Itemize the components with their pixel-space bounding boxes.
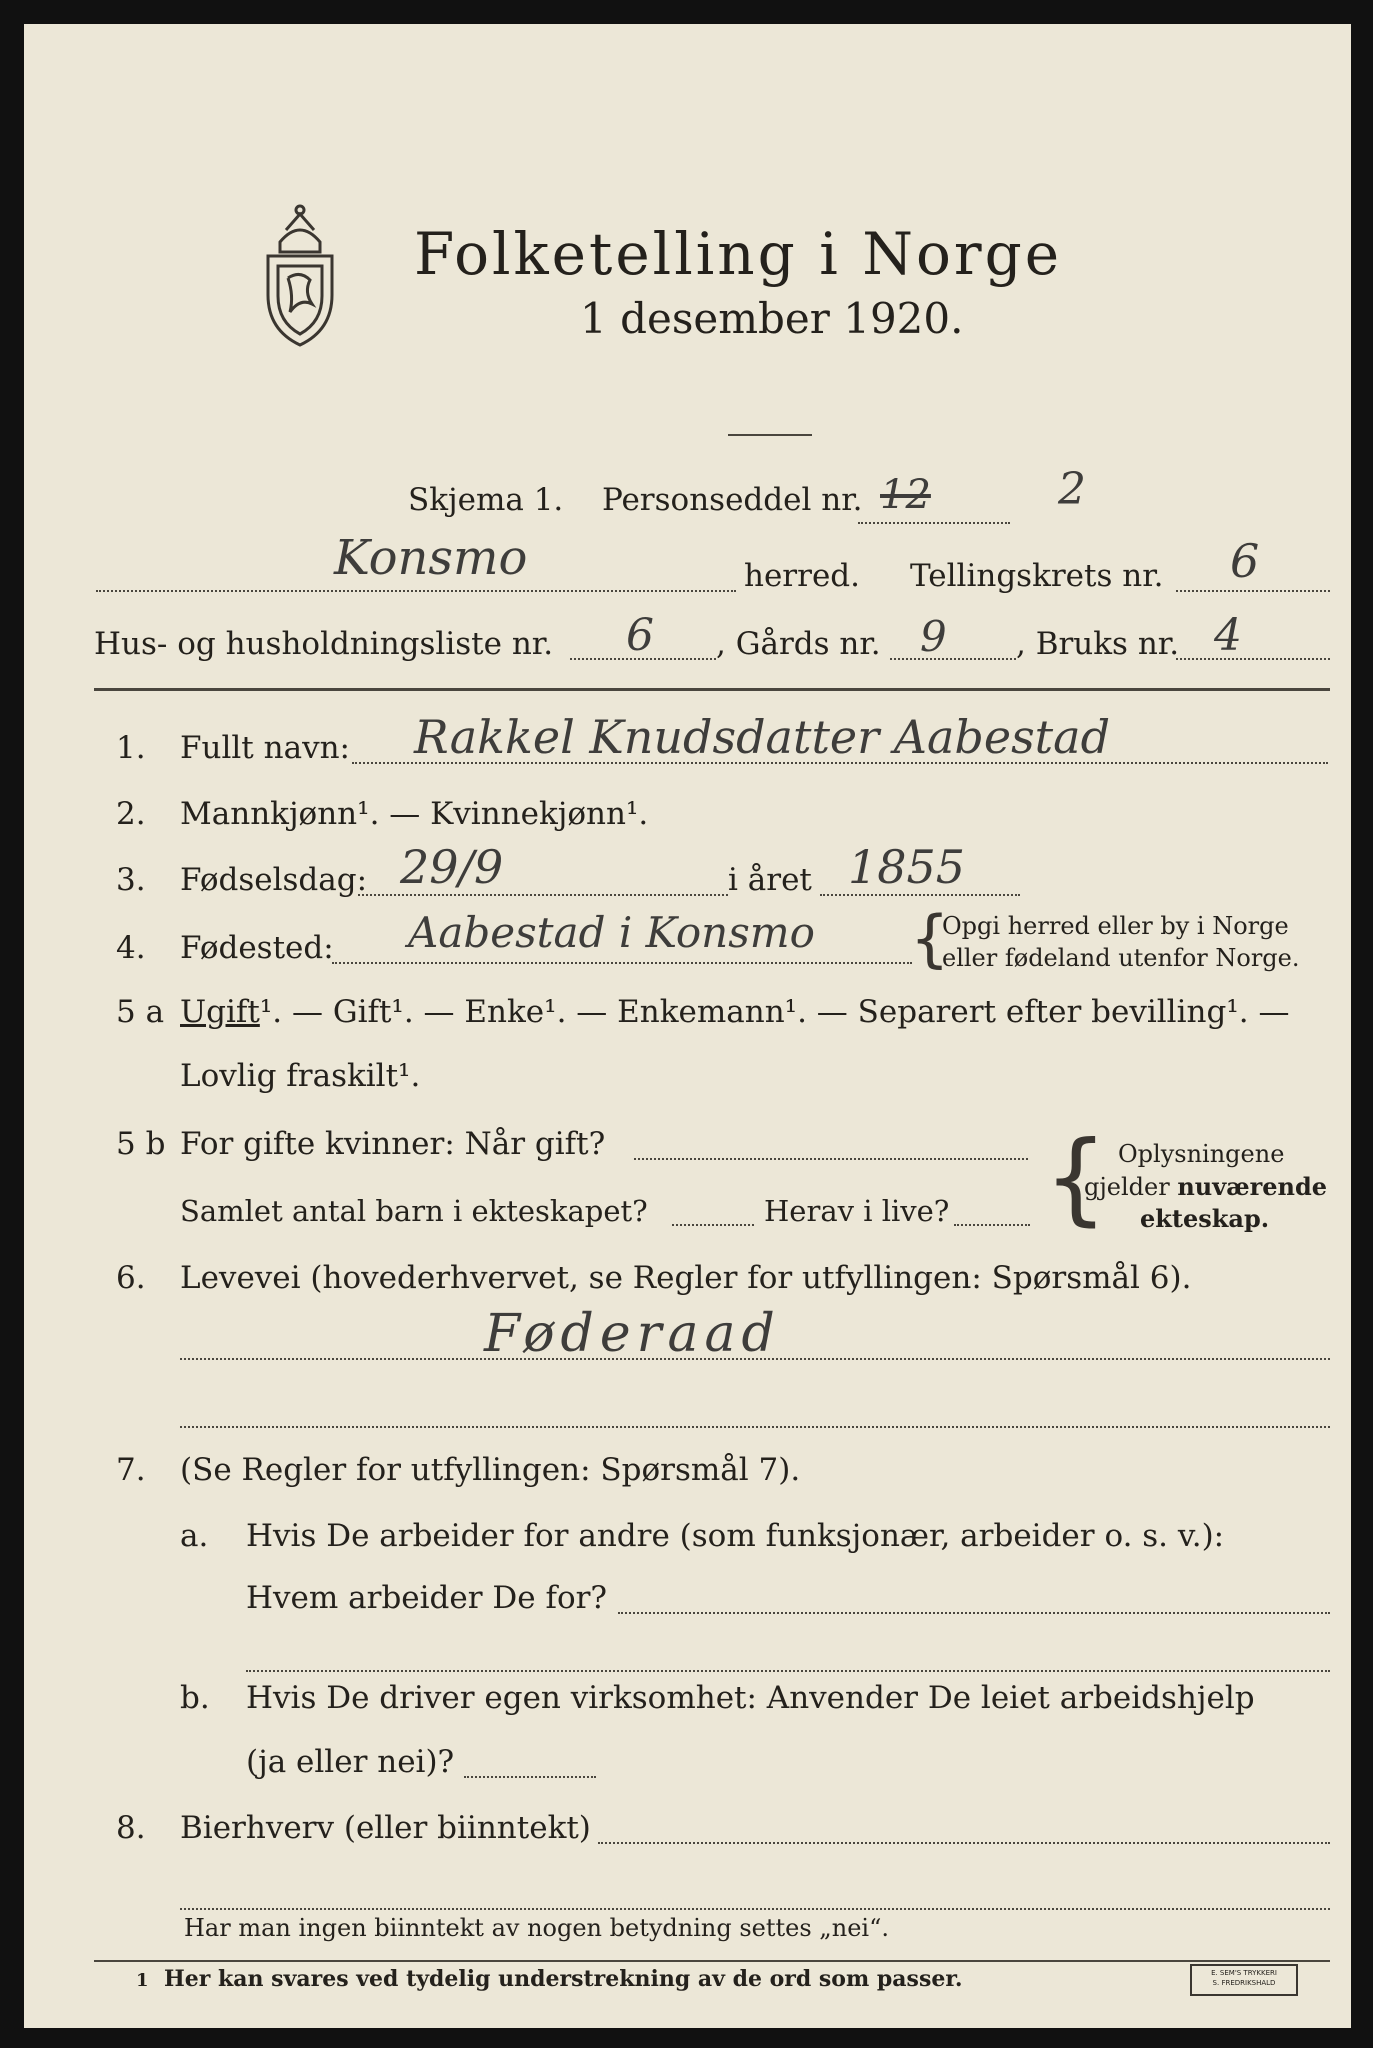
q6-line-2 [180, 1426, 1330, 1428]
footer-divider [94, 1960, 1330, 1962]
census-form [24, 24, 1351, 2028]
q5a-line2: Lovlig fraskilt¹. [180, 1058, 421, 1094]
q5b-when-line [634, 1158, 1028, 1160]
q4-number: 4. [116, 930, 146, 966]
tellingskrets-line [1176, 590, 1330, 592]
gards-line [890, 658, 1016, 660]
hus-label: Hus- og husholdningsliste nr. [94, 626, 554, 662]
q7a-line-1 [618, 1612, 1330, 1614]
footnote: Her kan svares ved tydelig understrekning av de ord som passer. [164, 1966, 963, 1992]
q3-year-value: 1855 [848, 840, 966, 894]
q3-year-label: i året [728, 862, 812, 898]
q7b-line [464, 1776, 596, 1778]
tellingskrets-value: 6 [1230, 534, 1260, 588]
personseddel-label: Personseddel nr. [602, 482, 863, 518]
form-date: 1 desember 1920. [580, 294, 964, 343]
q4-line [332, 962, 912, 964]
personseddel-value: 12 [880, 472, 931, 518]
q5b-line2b: Herav i live? [764, 1194, 950, 1228]
q5b-alive-line [954, 1224, 1030, 1226]
form-title: Folketelling i Norge [414, 220, 1063, 288]
q5b-note-2 [1084, 1172, 1327, 1201]
bruks-value: 4 [1214, 610, 1242, 661]
herred-value: Konsmo [334, 530, 528, 586]
q5b-line2a: Samlet antal barn i ekteskapet? [180, 1194, 648, 1228]
q1-number: 1. [116, 730, 146, 766]
q4-note-1: Opgi herred eller by i Norge [942, 912, 1289, 940]
q5a-ugift: Ugift [180, 994, 260, 1030]
q3-value: 29/9 [400, 840, 504, 894]
q7-number: 7. [116, 1452, 146, 1488]
q4-value: Aabestad i Konsmo [408, 908, 815, 957]
q8-number: 8. [116, 1810, 146, 1846]
personseddel-line [858, 522, 1010, 524]
q5b-number: 5 b [116, 1126, 166, 1162]
herred-line [96, 590, 736, 592]
q7a-line2: Hvem arbeider De for? [246, 1580, 608, 1616]
footnote-mark: 1 [136, 1970, 149, 1991]
printer-stamp [1190, 1964, 1298, 1996]
q2-label: Mannkjønn¹. — Kvinnekjønn¹. [180, 796, 649, 832]
q5a-options: ¹. — Gift¹. — Enke¹. — Enkemann¹. — Separert efter bevilling¹. — [259, 994, 1290, 1030]
q7a-letter: a. [180, 1518, 209, 1554]
q4-note-2: eller fødeland utenfor Norge. [942, 944, 1300, 972]
q2-number: 2. [116, 796, 146, 832]
q6-number: 6. [116, 1260, 146, 1296]
q3-date-line [358, 894, 728, 896]
gards-value: 9 [920, 612, 947, 661]
q6-label: Levevei (hovederhvervet, se Regler for utfyllingen: Spørsmål 6). [180, 1260, 1192, 1296]
title-divider [728, 434, 812, 436]
q5b-note-2b: nuværende [1177, 1172, 1328, 1201]
skjema-label: Skjema 1. [408, 482, 564, 518]
q6-value: Føderaad [484, 1304, 781, 1364]
q7-label: (Se Regler for utfyllingen: Spørsmål 7). [180, 1452, 801, 1488]
q7b-line1: Hvis De driver egen virksomhet: Anvender De leiet arbeidshjelp [246, 1680, 1255, 1716]
q7b-letter: b. [180, 1680, 210, 1716]
q5b-children-line [672, 1224, 754, 1226]
q7a-line1: Hvis De arbeider for andre (som funksjonær, arbeider o. s. v.): [246, 1518, 1225, 1554]
coat-of-arms-icon [250, 200, 350, 350]
bruks-label: , Bruks nr. [1016, 626, 1180, 662]
bruks-line [1176, 658, 1330, 660]
q3-label: Fødselsdag: [180, 862, 368, 898]
herred-label: herred. [744, 558, 860, 594]
printer-stamp-line-2: S. FREDRIKSHALD [1212, 1979, 1276, 1987]
gards-label: , Gårds nr. [716, 626, 881, 662]
header-divider [94, 688, 1330, 691]
q5b-note-2a: gjelder [1084, 1173, 1178, 1201]
hus-value: 6 [626, 610, 654, 661]
q5a-number: 5 a [116, 994, 165, 1030]
q5b-note-1: Oplysningene [1118, 1140, 1285, 1168]
q4-brace: { [910, 902, 950, 975]
q5a-line1 [180, 994, 1289, 1030]
q5b-note-3: ekteskap. [1140, 1204, 1270, 1233]
q4-label: Fødested: [180, 930, 334, 966]
q5b-brace: { [1044, 1119, 1108, 1236]
personseddel-value-2: 2 [1058, 464, 1086, 515]
q8-label: Bierhverv (eller biinntekt) [180, 1810, 591, 1846]
printer-stamp-line-1: E. SEM'S TRYKKERI [1211, 1969, 1277, 1977]
q3-number: 3. [116, 862, 146, 898]
q7b-line2: (ja eller nei)? [246, 1744, 455, 1780]
q3-year-line [820, 894, 1020, 896]
q7a-line-2 [246, 1670, 1330, 1672]
q1-label: Fullt navn: [180, 730, 350, 766]
tellingskrets-label: Tellingskrets nr. [910, 558, 1164, 594]
q8-line-1 [598, 1842, 1330, 1844]
q5b-line1: For gifte kvinner: Når gift? [180, 1126, 606, 1162]
q1-value: Rakkel Knudsdatter Aabestad [414, 710, 1111, 764]
q8-note: Har man ingen biinntekt av nogen betydning settes „nei“. [184, 1914, 889, 1942]
q8-line-2 [180, 1908, 1330, 1910]
